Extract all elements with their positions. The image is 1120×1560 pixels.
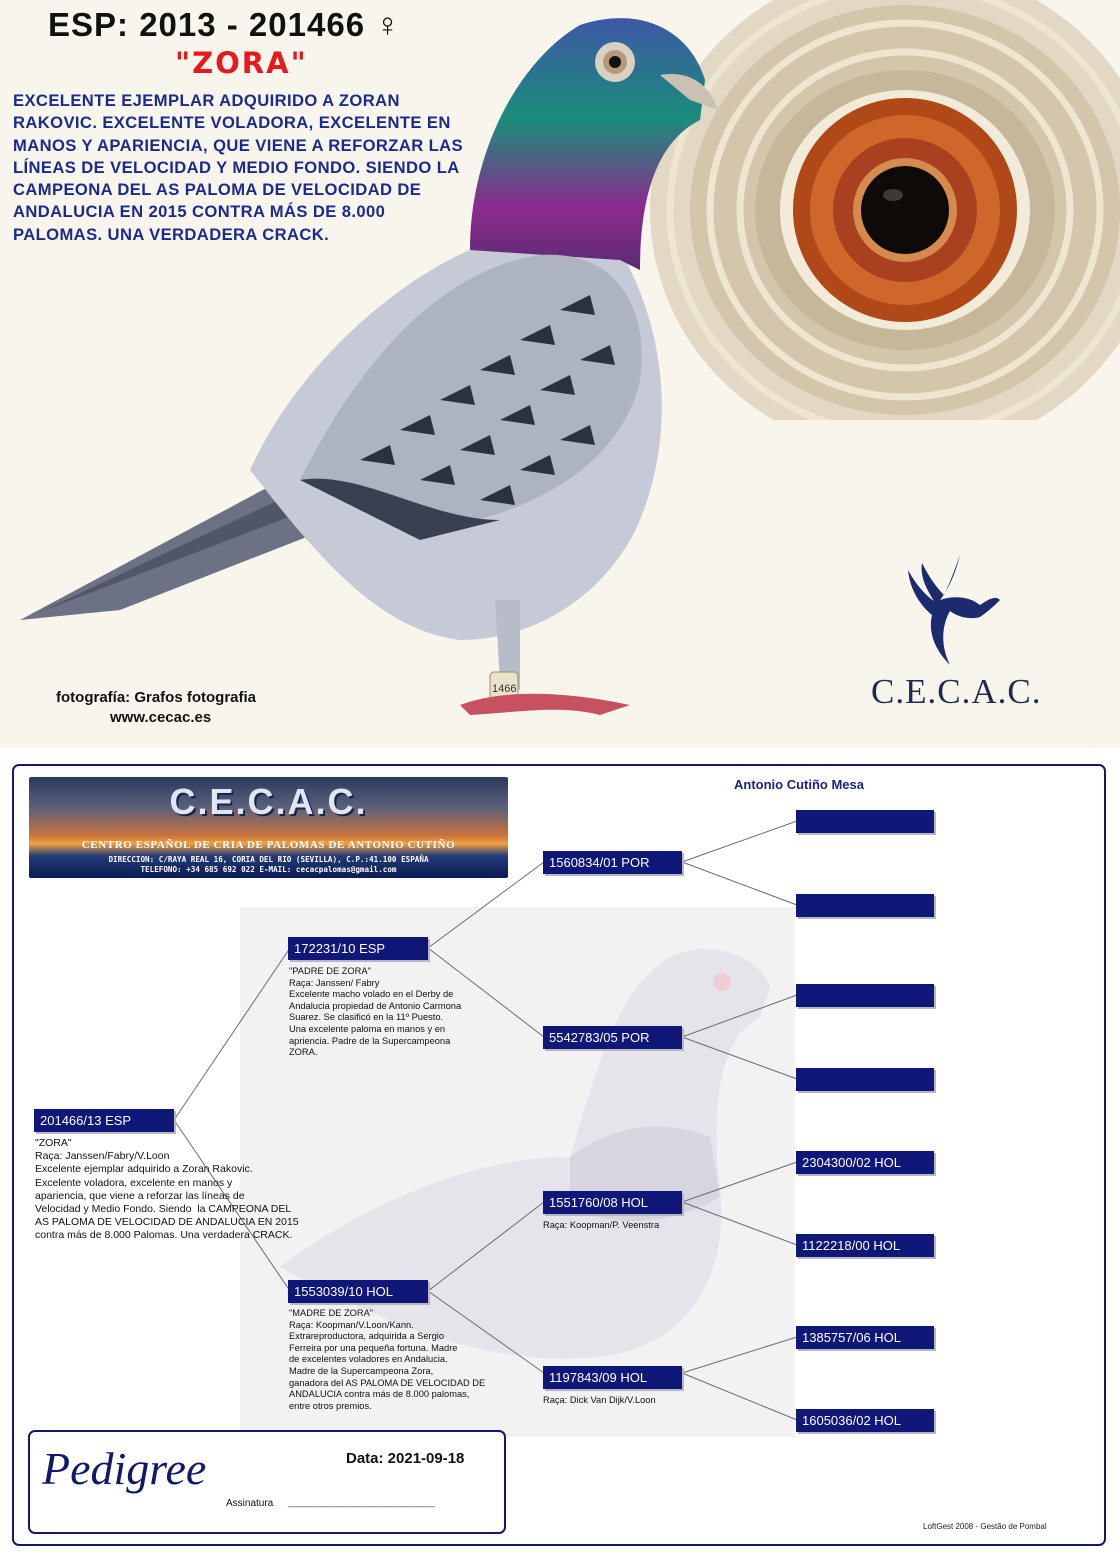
grandparent-note: Raça: Dick Van Dijk/V.Loon: [543, 1395, 656, 1405]
software-credit: LoftGest 2008 - Gestão de Pombal: [923, 1522, 1047, 1531]
great-grandparent-box[interactable]: [796, 894, 934, 917]
grandparent-box[interactable]: 1560834/01 POR: [543, 851, 682, 874]
subject-note: "ZORA" Raça: Janssen/Fabry/V.Loon Excelente ejemplar adquirido a Zoran Rakovic. Excelente voladora, excelente en manos y apariencia, que viene a reforzar las líneas de Velocidad y Medio Fondo. Siendo la CAMPEONA DEL AS PALOMA DE VELOCIDAD DE ANDALUCIA EN 2015 contra más de 8.000 Palomas. Una verdadera CRACK.: [35, 1137, 299, 1242]
great-grandparent-box[interactable]: 1385757/06 HOL: [796, 1326, 934, 1349]
great-grandparent-box[interactable]: 2304300/02 HOL: [796, 1151, 934, 1174]
pigeon-description: EXCELENTE EJEMPLAR ADQUIRIDO A ZORAN RAKOVIC. EXCELENTE VOLADORA, EXCELENTE EN MANOS Y APARIENCIA, QUE VIENE A REFORZAR LAS LÍNEAS DE VELOCIDAD Y MEDIO FONDO. SIENDO LA CAMPEONA DEL AS PALOMA DE VELOCIDAD DE ANDALUCIA EN 2015 CONTRA MÁS DE 8.000 PALOMAS. UNA VERDADERA CRACK.: [13, 91, 464, 244]
pigeon-name: "ZORA": [175, 46, 308, 80]
grandparent-note: Raça: Koopman/P. Veenstra: [543, 1220, 660, 1230]
dam-note: "MADRE DE ZORA" Raça: Koopman/V.Loon/Kann. Extrareproductora, adquirida a Sergio Ferreira por una pequeña fortuna. Madre de excelentes voladores en Andalucia. Madre de la Supercampeona Zora, ganadora del AS PALOMA DE VELOCIDAD DE ANDALUCIA contra más de 8.000 palomas, entre otros premios.: [289, 1308, 486, 1411]
pedigree-sheet: [12, 764, 1106, 1546]
cecac-bird-logo: [900, 545, 1005, 670]
signature-box: [28, 1430, 506, 1534]
banner-title: C.E.C.A.C.: [169, 781, 368, 822]
pedigree-title: Pedigree: [42, 1443, 207, 1494]
sire-ring-box[interactable]: 172231/10 ESP: [288, 937, 428, 960]
pigeon-poster: [0, 0, 1120, 748]
banner-address: DIRECCION: C/RAYA REAL 16, CORIA DEL RIO (SEVILLA), C.P.:41.100 ESPAÑA: [108, 855, 429, 864]
great-grandparent-box[interactable]: 1122218/00 HOL: [796, 1234, 934, 1257]
banner-subtitle: CENTRO ESPAÑOL DE CRIA DE PALOMAS DE ANTONIO CUTIÑO: [81, 839, 456, 851]
cecac-logo-text: C.E.C.A.C.: [871, 672, 1042, 711]
great-grandparent-box[interactable]: 1605036/02 HOL: [796, 1409, 934, 1432]
signature-line[interactable]: ________________________________: [288, 1497, 434, 1508]
grandparent-box[interactable]: 1197843/09 HOL: [543, 1366, 682, 1389]
pedigree-date: Data: 2021-09-18: [346, 1450, 465, 1467]
banner-contact: TELEFONO: +34 685 692 022 E-MAIL: cecacpalomas@gmail.com: [140, 865, 397, 874]
great-grandparent-box[interactable]: [796, 1068, 934, 1091]
poster-title: ESP: 2013 - 201466 ♀: [48, 6, 401, 43]
great-grandparent-box[interactable]: [796, 984, 934, 1007]
credit-photographer: fotografía: Grafos fotografia: [56, 689, 257, 706]
sire-note: "PADRE DE ZORA" Raça: Janssen/ Fabry Excelente macho volado en el Derby de Andalucia propiedad de Antonio Carmona Suarez. Se clasificó en la 11º Puesto. Una excelente paloma en manos y en apriencia. Padre de la Supercampeona ZORA.: [289, 966, 462, 1058]
grandparent-box[interactable]: 1551760/08 HOL: [543, 1191, 682, 1214]
photo-credit: [56, 688, 256, 728]
subject-ring-box[interactable]: 201466/13 ESP: [34, 1109, 174, 1132]
cecac-banner: [29, 777, 508, 878]
credit-website[interactable]: www.cecac.es: [110, 709, 212, 726]
signature-label: Assinatura: [226, 1498, 274, 1509]
grandparent-box[interactable]: 5542783/05 POR: [543, 1026, 682, 1049]
owner-name: Antonio Cutiño Mesa: [734, 777, 864, 792]
leg-ring-number: 1466: [492, 683, 517, 695]
great-grandparent-box[interactable]: [796, 810, 934, 833]
dam-ring-box[interactable]: 1553039/10 HOL: [288, 1280, 428, 1303]
